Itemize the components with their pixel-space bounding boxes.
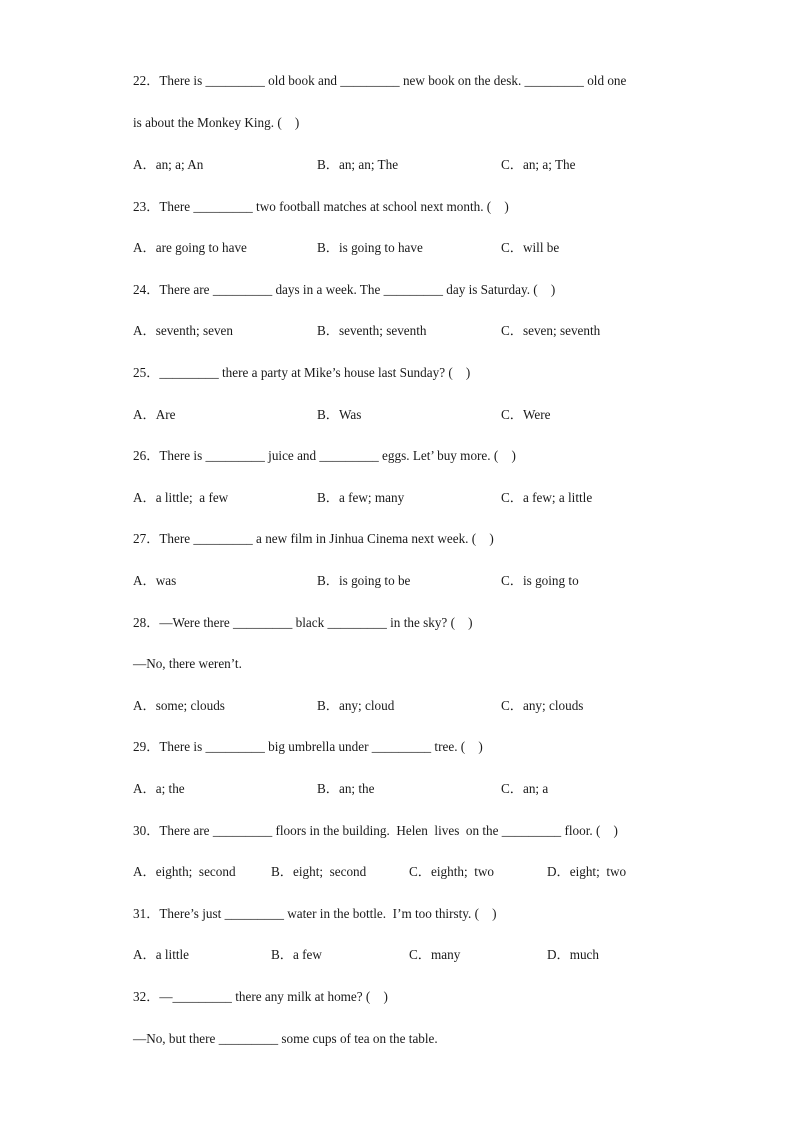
option-b[interactable]: B．an; an; The [317, 157, 399, 172]
question-29-stem: 29．There is _________ big umbrella under _________ tree. ( ) [133, 739, 483, 754]
option-b[interactable]: B．eight; second [271, 864, 367, 879]
question-26-stem: 26．There is _________ juice and _________ eggs. Let’ buy more. ( ) [133, 448, 516, 463]
question-27-options [133, 573, 693, 589]
option-a[interactable]: A．seventh; seven [133, 323, 233, 338]
question-22-options [133, 157, 693, 173]
option-b[interactable]: B．seventh; seventh [317, 323, 427, 338]
option-c[interactable]: C．is going to [501, 573, 579, 588]
question-30-options [133, 864, 693, 880]
option-a[interactable]: A．eighth; second [133, 864, 236, 879]
option-c[interactable]: C．any; clouds [501, 698, 584, 713]
question-29-options [133, 781, 693, 797]
question-26-options [133, 490, 693, 506]
question-32-stem: 32．—_________ there any milk at home? ( ) [133, 989, 388, 1004]
option-b[interactable]: B．any; cloud [317, 698, 395, 713]
question-30-stem: 30．There are _________ floors in the building. Helen lives on the _________ floor. ( ) [133, 823, 618, 838]
option-a[interactable]: A．are going to have [133, 240, 247, 255]
option-a[interactable]: A．Are [133, 407, 176, 422]
question-28-stem-continued: —No, there weren’t. [133, 656, 242, 671]
option-d[interactable]: D．eight; two [547, 864, 627, 879]
option-c[interactable]: C．will be [501, 240, 560, 255]
question-27-stem: 27．There _________ a new film in Jinhua Cinema next week. ( ) [133, 531, 494, 546]
question-22-stem-continued: is about the Monkey King. ( ) [133, 115, 300, 130]
option-c[interactable]: C．an; a; The [501, 157, 576, 172]
option-b[interactable]: B．Was [317, 407, 362, 422]
question-25-stem: 25．_________ there a party at Mike’s house last Sunday? ( ) [133, 365, 471, 380]
option-c[interactable]: C．eighth; two [409, 864, 494, 879]
option-c[interactable]: C．many [409, 947, 461, 962]
option-a[interactable]: A．an; a; An [133, 157, 204, 172]
option-b[interactable]: B．an; the [317, 781, 375, 796]
question-24-options [133, 323, 693, 339]
question-31-stem: 31．There’s just _________ water in the bottle. I’m too thirsty. ( ) [133, 906, 497, 921]
question-23-options [133, 240, 693, 256]
option-c[interactable]: C．an; a [501, 781, 549, 796]
question-28-options [133, 698, 693, 714]
option-b[interactable]: B．is going to be [317, 573, 411, 588]
question-25-options [133, 407, 693, 423]
option-c[interactable]: C．a few; a little [501, 490, 593, 505]
question-32-stem-continued: —No, but there _________ some cups of tea on the table. [133, 1031, 438, 1046]
option-a[interactable]: A．a; the [133, 781, 185, 796]
option-d[interactable]: D．much [547, 947, 600, 962]
option-b[interactable]: B．is going to have [317, 240, 423, 255]
option-c[interactable]: C．seven; seventh [501, 323, 601, 338]
option-a[interactable]: A．some; clouds [133, 698, 225, 713]
option-c[interactable]: C．Were [501, 407, 551, 422]
option-a[interactable]: A．was [133, 573, 177, 588]
option-b[interactable]: B．a few; many [317, 490, 405, 505]
question-28-stem: 28．—Were there _________ black _________ in the sky? ( ) [133, 615, 473, 630]
question-23-stem: 23．There _________ two football matches at school next month. ( ) [133, 199, 509, 214]
question-31-options [133, 947, 693, 963]
option-a[interactable]: A．a little [133, 947, 190, 962]
question-24-stem: 24．There are _________ days in a week. The _________ day is Saturday. ( ) [133, 282, 556, 297]
option-a[interactable]: A．a little; a few [133, 490, 229, 505]
question-22-stem: 22．There is _________ old book and _________ new book on the desk. _________ old one [133, 73, 627, 88]
option-b[interactable]: B．a few [271, 947, 322, 962]
